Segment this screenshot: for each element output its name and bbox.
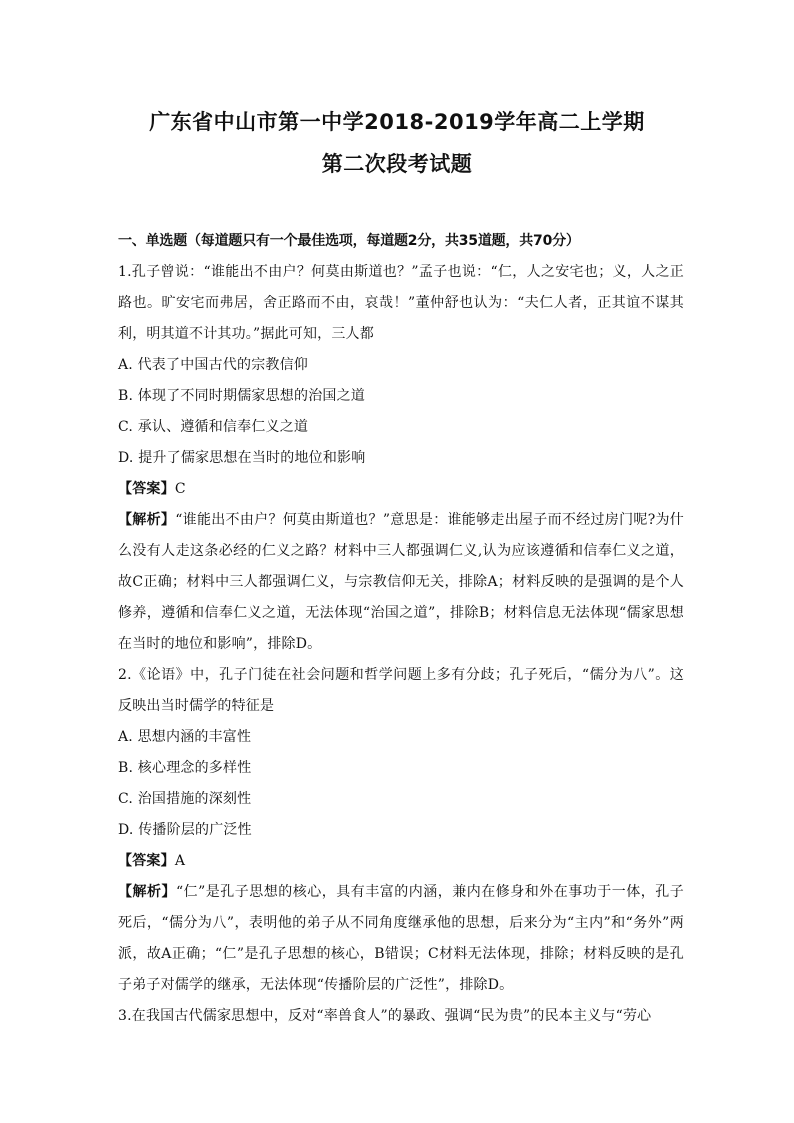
question-2-option-c: C. 治国措施的深刻性 <box>118 791 252 807</box>
question-2-stem: 2.《论语》中，孔子门徒在社会问题和哲学问题上多有分歧；孔子死后，“儒分为八”。这反映出当时儒学的特征是 <box>118 667 684 714</box>
question-2-answer <box>118 846 684 877</box>
analysis-label: 【解析】 <box>118 512 176 528</box>
analysis-text: “谁能出不由户？何莫由斯道也？”意思是：谁能够走出屋子而不经过房门呢?为什么没有人走这条必经的仁义之路？材料中三人都强调仁义,认为应该遵循和信奉仁义之道，故C正确；材料中三人都强调仁义，与宗教信仰无关，排除A；材料反映的是强调的是个人修养，遵循和信奉仁义之道，无法体现“治国之道”，排除B；材料信息无法体现“儒家思想在当时的地位和影响”，排除D。 <box>118 512 684 652</box>
analysis-text: “仁”是孔子思想的核心，具有丰富的内涵，兼内在修身和外在事功于一体，孔子死后，“儒分为八”，表明他的弟子从不同角度继承他的思想，后来分为“主内”和“务外”两派，故A正确；“仁”是孔子思想的核心，B错误；C材料无法体现，排除；材料反映的是孔子弟子对儒学的继承，无法体现“传播阶层的广泛性”，排除D。 <box>118 884 684 993</box>
document-body <box>118 226 684 1032</box>
question-2-analysis <box>118 877 684 1001</box>
question-2-option-b: B. 核心理念的多样性 <box>118 760 252 776</box>
question-1-stem: 1.孔子曾说：“谁能出不由户？何莫由斯道也？”孟子也说：“仁，人之安宅也；义，人之正路也。旷安宅而弗居，舍正路而不由，哀哉！”董仲舒也认为：“夫仁人者，正其谊不谋其利，明其道不计其功。”据此可知，三人都 <box>118 264 684 342</box>
question-1-option-d: D. 提升了儒家思想在当时的地位和影响 <box>118 450 366 466</box>
document-title-line2: 第二次段考试题 <box>321 152 473 176</box>
answer-value: C <box>174 481 186 497</box>
question-1-option-a: A. 代表了中国古代的宗教信仰 <box>118 357 309 373</box>
document-title-line1: 广东省中山市第一中学2018-2019学年高二上学期 <box>149 110 645 134</box>
question-1-answer <box>118 474 684 505</box>
answer-label: 【答案】 <box>118 481 175 497</box>
question-1-analysis <box>118 505 684 660</box>
section-heading: 一、单选题（每道题只有一个最佳选项，每道题2分，共35道题，共70分） <box>118 233 580 249</box>
question-2-option-d: D. 传播阶层的广泛性 <box>118 822 252 838</box>
answer-value: A <box>174 853 186 869</box>
question-2-option-a: A. 思想内涵的丰富性 <box>118 729 252 745</box>
analysis-label: 【解析】 <box>118 884 176 900</box>
question-1-option-c: C. 承认、遵循和信奉仁义之道 <box>118 419 309 435</box>
question-1-option-b: B. 体现了不同时期儒家思想的治国之道 <box>118 388 365 404</box>
answer-label: 【答案】 <box>118 853 175 869</box>
question-3-stem: 3.在我国古代儒家思想中，反对“率兽食人”的暴政、强调“民为贵”的民本主义与“劳心 <box>118 1008 652 1024</box>
